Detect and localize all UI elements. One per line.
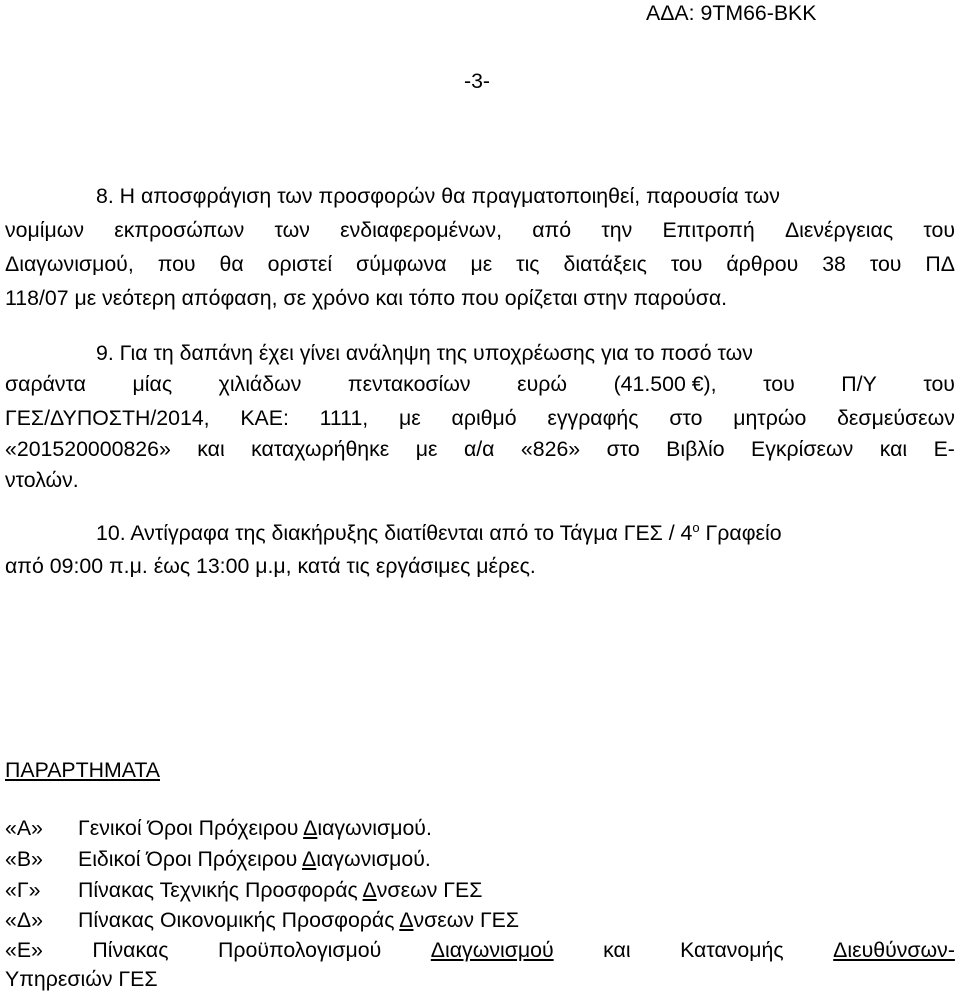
- word: εκπροσώπων: [114, 218, 245, 242]
- word: διατάξεις: [563, 252, 647, 276]
- word: σύμφωνα: [356, 252, 447, 276]
- annex-code: «Β»: [5, 847, 43, 871]
- word: Βιβλίο: [666, 437, 725, 461]
- word: στο: [669, 406, 703, 430]
- annex-item-last: [5, 936, 955, 964]
- annex-title-underlined: Δ: [303, 816, 318, 840]
- word: με: [470, 252, 493, 276]
- annex-code: «Δ»: [5, 908, 43, 932]
- page-number: -3-: [464, 69, 491, 93]
- annex-word: και: [603, 938, 631, 962]
- para10-line1: [96, 519, 782, 547]
- word: πεντακοσίων: [347, 372, 471, 396]
- para10-line1-end: Γραφείο: [699, 521, 782, 545]
- para8-line3: [5, 250, 955, 278]
- para8-line2: [5, 216, 955, 244]
- word: οριστεί: [267, 252, 333, 276]
- para9-line2: [5, 370, 955, 398]
- word: τις: [516, 252, 540, 276]
- para9-line3: [5, 404, 955, 432]
- annex-title-post: ιαγωνισμού.: [316, 847, 431, 871]
- para9-line4: [5, 435, 955, 463]
- word: από: [532, 218, 572, 242]
- word: θα: [219, 252, 244, 276]
- word: Διενέργειας: [784, 218, 894, 242]
- word: ευρώ: [517, 372, 568, 396]
- word: στο: [606, 437, 640, 461]
- word: αριθμό: [451, 406, 517, 430]
- annex-title-pre: Πίνακας Οικονομικής Προσφοράς: [78, 908, 400, 932]
- annex-title-underlined: Δ: [302, 847, 317, 871]
- word: με: [398, 406, 421, 430]
- annex-title-post: ιαγωνισμού.: [317, 816, 432, 840]
- annex-title-underlined: Δ: [399, 908, 414, 932]
- word: Ε-: [933, 437, 955, 461]
- word: δεσμεύσεων: [837, 406, 955, 430]
- annex-title-pre: Ειδικοί Όροι Πρόχειρου: [78, 847, 303, 871]
- annex-title-pre: Γενικοί Όροι Πρόχειρου: [78, 816, 304, 840]
- annex-word: Διαγωνισμού: [430, 938, 554, 962]
- word: ΚΑΕ:: [240, 406, 289, 430]
- annex-title-underlined: Δ: [362, 878, 377, 902]
- para10-line2: από 09:00 π.μ. έως 13:00 μ.μ, κατά τις εργάσιμες μέρες.: [5, 554, 536, 578]
- word: (41.500 €),: [613, 372, 717, 396]
- annex-title-post: νσεων ΓΕΣ: [413, 908, 520, 932]
- word: σαράντα: [5, 372, 86, 396]
- word: ΠΔ: [925, 252, 955, 276]
- annex-word: Πίνακας: [92, 938, 169, 962]
- annex-title-pre: Πίνακας Τεχνικής Προσφοράς: [78, 878, 363, 902]
- word: «826»: [520, 437, 581, 461]
- word: του: [923, 218, 955, 242]
- word: του: [763, 372, 795, 396]
- annex-word: Διευθύνσων-: [833, 938, 955, 962]
- word: Διαγωνισμού,: [5, 252, 134, 276]
- word: ΓΕΣ/ΔΥΠΟΣΤΗ/2014,: [5, 406, 210, 430]
- annex-code: «Γ»: [5, 878, 41, 902]
- annex-item: [5, 876, 482, 904]
- word: καταχωρήθηκε: [251, 437, 390, 461]
- word: 38: [822, 252, 846, 276]
- word: «201520000826»: [5, 437, 171, 461]
- para8-line1: 8. Η αποσφράγιση των προσφορών θα πραγματοποιηθεί, παρουσία των: [96, 184, 780, 208]
- annex-title-post: νσεων ΓΕΣ: [376, 878, 483, 902]
- word: του: [923, 372, 955, 396]
- word: Επιτροπή: [662, 218, 755, 242]
- word: και: [197, 437, 225, 461]
- para8-line4: 118/07 με νεότερη απόφαση, σε χρόνο και τόπο που ορίζεται στην παρούσα.: [5, 286, 728, 310]
- annex-item: [5, 906, 519, 934]
- word: του: [869, 252, 902, 276]
- word: και: [879, 437, 908, 461]
- word: α/α: [463, 437, 495, 461]
- word: του: [670, 252, 703, 276]
- word: 1111,: [319, 406, 369, 430]
- word: των: [274, 218, 310, 242]
- annex-word: Προϋπολογισμού: [217, 938, 382, 962]
- word: που: [157, 252, 196, 276]
- word: χιλιάδων: [218, 372, 302, 396]
- para9-line1: 9. Για τη δαπάνη έχει γίνει ανάληψη της υποχρέωσης για το ποσό των: [96, 341, 753, 365]
- annex-item: [5, 845, 431, 873]
- annex-item: [5, 814, 432, 842]
- word: ενδιαφερομένων,: [340, 218, 502, 242]
- word: την: [601, 218, 633, 242]
- para10-line1-text: 10. Αντίγραφα της διακήρυξης διατίθενται από το Τάγμα ΓΕΣ / 4: [96, 521, 693, 545]
- annexes-heading: ΠΑΡΑΡΤΗΜΑΤΑ: [5, 758, 161, 782]
- word: νομίμων: [5, 218, 85, 242]
- para9-line5: ντολών.: [5, 468, 79, 492]
- ada-code: ΑΔΑ: 9ΤΜ66-ΒΚΚ: [646, 1, 817, 25]
- annex-code: «Α»: [5, 816, 43, 840]
- word: Εγκρίσεων: [751, 437, 854, 461]
- word: εγγραφής: [547, 406, 639, 430]
- annex-word: Κατανομής: [680, 938, 784, 962]
- word: με: [415, 437, 438, 461]
- annex-last-line2: Υπηρεσιών ΓΕΣ: [5, 967, 158, 991]
- annex-code: «Ε»: [5, 938, 43, 962]
- word: Π/Υ: [841, 372, 877, 396]
- word: άρθρου: [726, 252, 799, 276]
- word: μίας: [132, 372, 173, 396]
- word: μητρώο: [733, 406, 807, 430]
- para10-superscript: ο: [692, 519, 700, 535]
